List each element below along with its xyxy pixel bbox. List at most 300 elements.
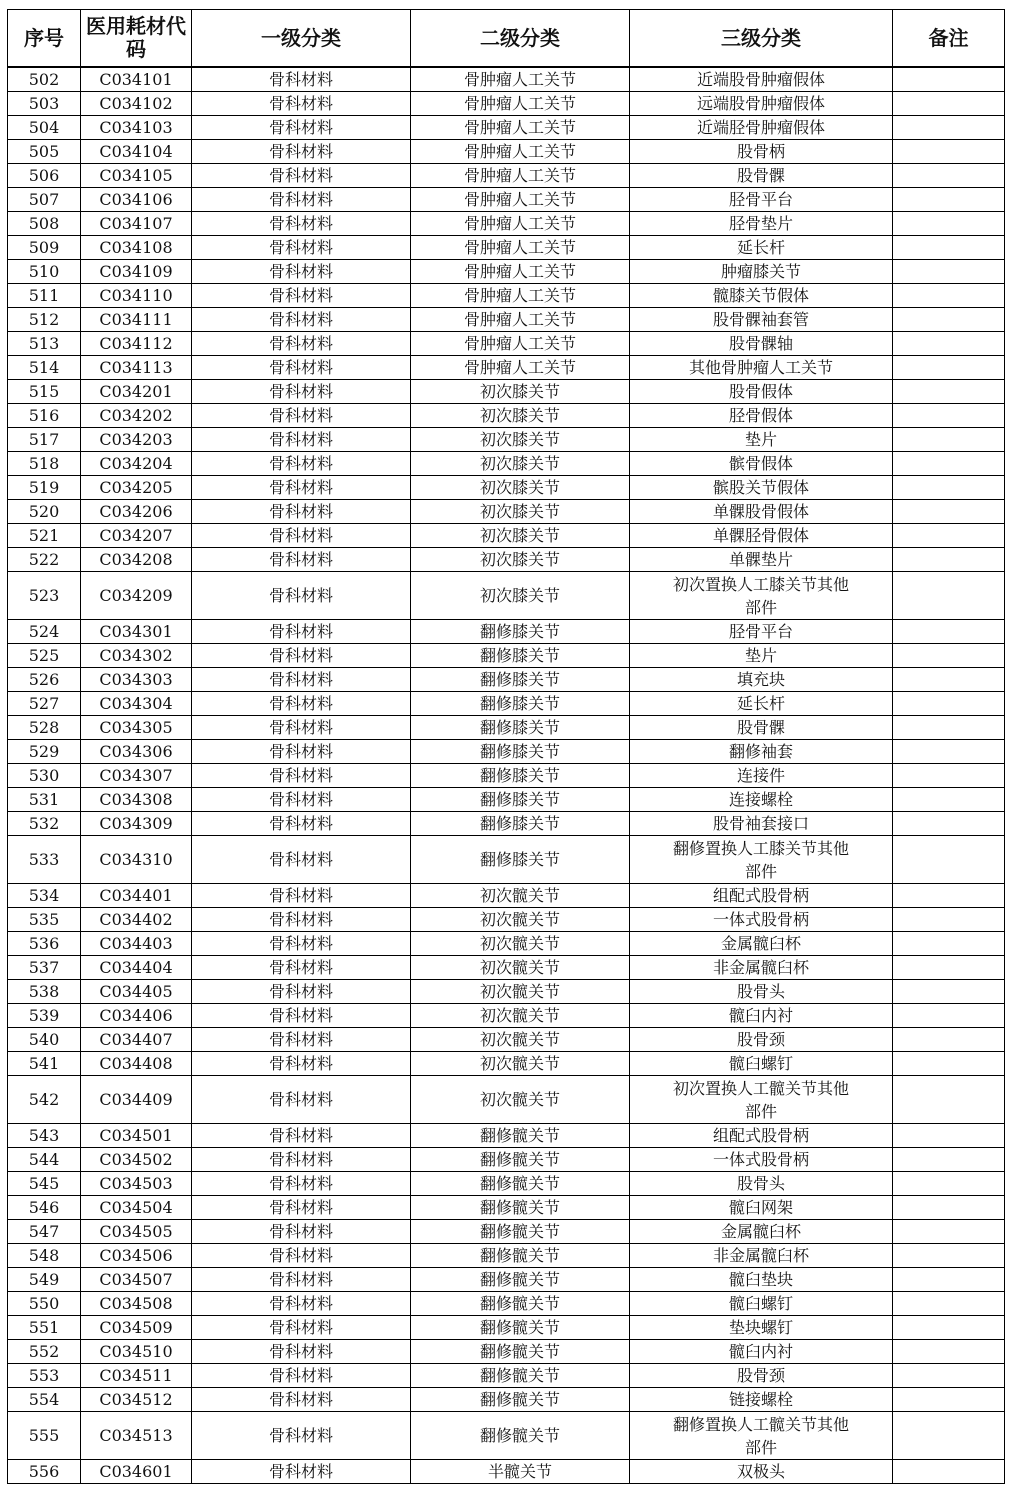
cell-remark <box>893 1292 1005 1316</box>
cell-remark <box>893 572 1005 620</box>
cell-level2: 初次髋关节 <box>411 980 630 1004</box>
cell-remark <box>893 1124 1005 1148</box>
cell-level2: 骨肿瘤人工关节 <box>411 332 630 356</box>
cell-level2: 翻修膝关节 <box>411 716 630 740</box>
cell-remark <box>893 1412 1005 1460</box>
table-row <box>8 236 1005 260</box>
cell-level2: 初次髋关节 <box>411 884 630 908</box>
cell-level3: 股骨髁 <box>630 164 893 188</box>
table-row <box>8 188 1005 212</box>
cell-level3: 股骨髁 <box>630 716 893 740</box>
cell-seq: 546 <box>8 1196 81 1220</box>
cell-level1: 骨科材料 <box>192 1052 411 1076</box>
table-row <box>8 1244 1005 1268</box>
cell-level2: 翻修膝关节 <box>411 692 630 716</box>
cell-remark <box>893 1460 1005 1484</box>
cell-level3: 髋臼螺钉 <box>630 1052 893 1076</box>
cell-seq: 520 <box>8 500 81 524</box>
table-row <box>8 92 1005 116</box>
cell-level3: 髌骨假体 <box>630 452 893 476</box>
cell-remark <box>893 284 1005 308</box>
cell-code: C034308 <box>81 788 192 812</box>
cell-level2: 骨肿瘤人工关节 <box>411 284 630 308</box>
cell-remark <box>893 932 1005 956</box>
cell-code: C034512 <box>81 1388 192 1412</box>
cell-level3-line2: 部件 <box>744 861 777 881</box>
cell-code: C034408 <box>81 1052 192 1076</box>
table-row <box>8 404 1005 428</box>
table-row <box>8 788 1005 812</box>
cell-level2: 翻修膝关节 <box>411 836 630 884</box>
cell-level2: 初次髋关节 <box>411 1004 630 1028</box>
cell-level2: 骨肿瘤人工关节 <box>411 92 630 116</box>
cell-level1: 骨科材料 <box>192 500 411 524</box>
cell-seq: 547 <box>8 1220 81 1244</box>
table-row <box>8 836 1005 884</box>
cell-remark <box>893 404 1005 428</box>
cell-remark <box>893 908 1005 932</box>
cell-level2: 初次髋关节 <box>411 1052 630 1076</box>
table-row <box>8 284 1005 308</box>
header-level1: 一级分类 <box>192 10 411 68</box>
cell-code: C034304 <box>81 692 192 716</box>
cell-level3: 单髁垫片 <box>630 548 893 572</box>
table-row <box>8 67 1005 92</box>
cell-level3: 近端股骨肿瘤假体 <box>630 67 893 92</box>
cell-seq: 542 <box>8 1076 81 1124</box>
cell-code: C034104 <box>81 140 192 164</box>
cell-level2: 翻修髋关节 <box>411 1196 630 1220</box>
cell-seq: 540 <box>8 1028 81 1052</box>
table-row <box>8 1220 1005 1244</box>
cell-seq: 550 <box>8 1292 81 1316</box>
cell-level1: 骨科材料 <box>192 932 411 956</box>
table-row <box>8 452 1005 476</box>
cell-code: C034510 <box>81 1340 192 1364</box>
cell-seq: 505 <box>8 140 81 164</box>
cell-code: C034207 <box>81 524 192 548</box>
table-row <box>8 140 1005 164</box>
cell-level2: 半髋关节 <box>411 1460 630 1484</box>
cell-level1: 骨科材料 <box>192 1316 411 1340</box>
header-level2: 二级分类 <box>411 10 630 68</box>
cell-level3: 双极头 <box>630 1460 893 1484</box>
cell-remark <box>893 716 1005 740</box>
cell-level3: 一体式股骨柄 <box>630 908 893 932</box>
cell-remark <box>893 812 1005 836</box>
cell-remark <box>893 212 1005 236</box>
cell-remark <box>893 980 1005 1004</box>
table-row <box>8 212 1005 236</box>
cell-code: C034205 <box>81 476 192 500</box>
cell-level1: 骨科材料 <box>192 140 411 164</box>
cell-seq: 556 <box>8 1460 81 1484</box>
cell-level3 <box>630 1076 893 1124</box>
cell-level2: 翻修膝关节 <box>411 668 630 692</box>
cell-level2: 翻修膝关节 <box>411 740 630 764</box>
cell-seq: 517 <box>8 428 81 452</box>
table-row <box>8 500 1005 524</box>
cell-level1: 骨科材料 <box>192 1244 411 1268</box>
cell-level1: 骨科材料 <box>192 1220 411 1244</box>
cell-code: C034409 <box>81 1076 192 1124</box>
cell-remark <box>893 500 1005 524</box>
cell-seq: 513 <box>8 332 81 356</box>
cell-level3-line1: 初次置换人工髋关节其他 <box>672 1078 849 1098</box>
cell-level2: 初次膝关节 <box>411 452 630 476</box>
cell-level3: 髋臼网架 <box>630 1196 893 1220</box>
cell-code: C034306 <box>81 740 192 764</box>
cell-level2: 骨肿瘤人工关节 <box>411 140 630 164</box>
cell-code: C034511 <box>81 1364 192 1388</box>
cell-level3-line1: 翻修置换人工髋关节其他 <box>672 1414 849 1434</box>
cell-level3-line2: 部件 <box>744 1101 777 1121</box>
cell-level1: 骨科材料 <box>192 668 411 692</box>
cell-level3: 非金属髋臼杯 <box>630 956 893 980</box>
cell-remark <box>893 1172 1005 1196</box>
cell-remark <box>893 668 1005 692</box>
cell-level1: 骨科材料 <box>192 1124 411 1148</box>
cell-seq: 534 <box>8 884 81 908</box>
cell-code: C034504 <box>81 1196 192 1220</box>
cell-remark <box>893 1052 1005 1076</box>
cell-seq: 514 <box>8 356 81 380</box>
cell-level3-line1: 初次置换人工膝关节其他 <box>672 574 849 594</box>
cell-level2: 骨肿瘤人工关节 <box>411 212 630 236</box>
cell-level1: 骨科材料 <box>192 812 411 836</box>
cell-seq: 532 <box>8 812 81 836</box>
header-level3: 三级分类 <box>630 10 893 68</box>
cell-code: C034201 <box>81 380 192 404</box>
cell-seq: 528 <box>8 716 81 740</box>
cell-level3: 远端股骨肿瘤假体 <box>630 92 893 116</box>
cell-remark <box>893 1268 1005 1292</box>
cell-seq: 543 <box>8 1124 81 1148</box>
cell-level3: 胫骨垫片 <box>630 212 893 236</box>
table-row <box>8 1004 1005 1028</box>
cell-level3: 填充块 <box>630 668 893 692</box>
cell-level3: 肿瘤膝关节 <box>630 260 893 284</box>
cell-code: C034204 <box>81 452 192 476</box>
cell-seq: 530 <box>8 764 81 788</box>
cell-remark <box>893 1076 1005 1124</box>
cell-level3: 金属髋臼杯 <box>630 1220 893 1244</box>
table-row <box>8 812 1005 836</box>
table-row <box>8 932 1005 956</box>
cell-code: C034305 <box>81 716 192 740</box>
cell-code: C034103 <box>81 116 192 140</box>
cell-level2: 翻修膝关节 <box>411 620 630 644</box>
cell-level1: 骨科材料 <box>192 452 411 476</box>
cell-seq: 541 <box>8 1052 81 1076</box>
cell-level1: 骨科材料 <box>192 740 411 764</box>
cell-level2: 骨肿瘤人工关节 <box>411 188 630 212</box>
cell-level2: 初次髋关节 <box>411 932 630 956</box>
cell-remark <box>893 1244 1005 1268</box>
cell-level3-line2: 部件 <box>744 1437 777 1457</box>
cell-code: C034112 <box>81 332 192 356</box>
cell-code: C034109 <box>81 260 192 284</box>
cell-remark <box>893 308 1005 332</box>
cell-remark <box>893 644 1005 668</box>
cell-seq: 504 <box>8 116 81 140</box>
cell-seq: 525 <box>8 644 81 668</box>
cell-level3: 单髁胫骨假体 <box>630 524 893 548</box>
cell-level3: 翻修袖套 <box>630 740 893 764</box>
cell-level2: 翻修膝关节 <box>411 764 630 788</box>
cell-level3: 股骨髁袖套管 <box>630 308 893 332</box>
table-row <box>8 1412 1005 1460</box>
table-row <box>8 620 1005 644</box>
cell-remark <box>893 356 1005 380</box>
cell-code: C034101 <box>81 67 192 92</box>
cell-level1: 骨科材料 <box>192 1388 411 1412</box>
cell-level3: 股骨头 <box>630 1172 893 1196</box>
table-row <box>8 428 1005 452</box>
cell-level1: 骨科材料 <box>192 1292 411 1316</box>
cell-level3: 股骨袖套接口 <box>630 812 893 836</box>
cell-code: C034309 <box>81 812 192 836</box>
cell-seq: 538 <box>8 980 81 1004</box>
cell-level1: 骨科材料 <box>192 644 411 668</box>
cell-level3: 股骨柄 <box>630 140 893 164</box>
cell-seq: 521 <box>8 524 81 548</box>
cell-level3: 股骨髁轴 <box>630 332 893 356</box>
cell-level2: 翻修膝关节 <box>411 644 630 668</box>
cell-level2: 初次膝关节 <box>411 572 630 620</box>
cell-code: C034506 <box>81 1244 192 1268</box>
cell-seq: 518 <box>8 452 81 476</box>
cell-level1: 骨科材料 <box>192 836 411 884</box>
table-row <box>8 1460 1005 1484</box>
cell-seq: 535 <box>8 908 81 932</box>
table-row <box>8 692 1005 716</box>
cell-level3: 单髁股骨假体 <box>630 500 893 524</box>
cell-remark <box>893 788 1005 812</box>
cell-code: C034107 <box>81 212 192 236</box>
cell-level3: 胫骨平台 <box>630 188 893 212</box>
cell-remark <box>893 740 1005 764</box>
cell-seq: 527 <box>8 692 81 716</box>
cell-remark <box>893 452 1005 476</box>
table-row <box>8 1172 1005 1196</box>
cell-level1: 骨科材料 <box>192 116 411 140</box>
cell-level3: 垫片 <box>630 644 893 668</box>
table-row <box>8 1268 1005 1292</box>
cell-level1: 骨科材料 <box>192 428 411 452</box>
header-seq: 序号 <box>8 10 81 68</box>
table-row <box>8 1340 1005 1364</box>
cell-remark <box>893 188 1005 212</box>
cell-level3: 股骨头 <box>630 980 893 1004</box>
table-row <box>8 1076 1005 1124</box>
table-row <box>8 260 1005 284</box>
cell-seq: 522 <box>8 548 81 572</box>
cell-level2: 初次髋关节 <box>411 1028 630 1052</box>
table-row <box>8 1196 1005 1220</box>
cell-level1: 骨科材料 <box>192 188 411 212</box>
table-row <box>8 524 1005 548</box>
cell-seq: 531 <box>8 788 81 812</box>
cell-code: C034106 <box>81 188 192 212</box>
cell-code: C034202 <box>81 404 192 428</box>
cell-level1: 骨科材料 <box>192 260 411 284</box>
cell-level1: 骨科材料 <box>192 92 411 116</box>
cell-code: C034513 <box>81 1412 192 1460</box>
cell-code: C034509 <box>81 1316 192 1340</box>
cell-level2: 翻修髋关节 <box>411 1172 630 1196</box>
table-row <box>8 740 1005 764</box>
cell-code: C034502 <box>81 1148 192 1172</box>
cell-level1: 骨科材料 <box>192 476 411 500</box>
cell-level2: 骨肿瘤人工关节 <box>411 116 630 140</box>
cell-level2: 翻修髋关节 <box>411 1220 630 1244</box>
cell-level3: 髋臼垫块 <box>630 1268 893 1292</box>
cell-level1: 骨科材料 <box>192 1004 411 1028</box>
table-row <box>8 356 1005 380</box>
cell-remark <box>893 1004 1005 1028</box>
cell-seq: 552 <box>8 1340 81 1364</box>
cell-code: C034508 <box>81 1292 192 1316</box>
cell-level1: 骨科材料 <box>192 908 411 932</box>
cell-code: C034307 <box>81 764 192 788</box>
table-row <box>8 956 1005 980</box>
cell-level2: 翻修髋关节 <box>411 1268 630 1292</box>
header-remark: 备注 <box>893 10 1005 68</box>
header-row <box>8 10 1005 68</box>
cell-level2: 翻修髋关节 <box>411 1412 630 1460</box>
cell-code: C034105 <box>81 164 192 188</box>
table-row <box>8 644 1005 668</box>
cell-level3: 股骨颈 <box>630 1364 893 1388</box>
consumables-table <box>7 9 1005 1484</box>
cell-seq: 551 <box>8 1316 81 1340</box>
cell-level3: 连接件 <box>630 764 893 788</box>
cell-level2: 初次膝关节 <box>411 428 630 452</box>
table-body <box>8 67 1005 1484</box>
cell-level2: 初次膝关节 <box>411 548 630 572</box>
cell-remark <box>893 1148 1005 1172</box>
cell-seq: 544 <box>8 1148 81 1172</box>
cell-level1: 骨科材料 <box>192 1364 411 1388</box>
cell-level2: 翻修膝关节 <box>411 812 630 836</box>
table-row <box>8 476 1005 500</box>
cell-remark <box>893 1220 1005 1244</box>
cell-level1: 骨科材料 <box>192 788 411 812</box>
cell-level2: 初次髋关节 <box>411 908 630 932</box>
cell-seq: 548 <box>8 1244 81 1268</box>
cell-level1: 骨科材料 <box>192 404 411 428</box>
table-row <box>8 116 1005 140</box>
cell-remark <box>893 1196 1005 1220</box>
cell-level1: 骨科材料 <box>192 332 411 356</box>
cell-level3: 股骨假体 <box>630 380 893 404</box>
table-row <box>8 164 1005 188</box>
table-row <box>8 980 1005 1004</box>
cell-remark <box>893 1340 1005 1364</box>
table-row <box>8 716 1005 740</box>
cell-level1: 骨科材料 <box>192 212 411 236</box>
cell-level1: 骨科材料 <box>192 620 411 644</box>
cell-level1: 骨科材料 <box>192 67 411 92</box>
cell-level3: 胫骨假体 <box>630 404 893 428</box>
cell-code: C034401 <box>81 884 192 908</box>
table-row <box>8 1292 1005 1316</box>
cell-level3-line2: 部件 <box>744 597 777 617</box>
cell-seq: 529 <box>8 740 81 764</box>
table-row <box>8 1052 1005 1076</box>
cell-level3: 髋膝关节假体 <box>630 284 893 308</box>
cell-level1: 骨科材料 <box>192 1148 411 1172</box>
cell-seq: 511 <box>8 284 81 308</box>
cell-code: C034209 <box>81 572 192 620</box>
cell-level3: 延长杆 <box>630 236 893 260</box>
table-row <box>8 1388 1005 1412</box>
cell-level1: 骨科材料 <box>192 524 411 548</box>
cell-seq: 509 <box>8 236 81 260</box>
cell-level1: 骨科材料 <box>192 716 411 740</box>
table-row <box>8 668 1005 692</box>
cell-code: C034108 <box>81 236 192 260</box>
cell-level2: 初次膝关节 <box>411 524 630 548</box>
cell-remark <box>893 92 1005 116</box>
cell-code: C034303 <box>81 668 192 692</box>
cell-remark <box>893 764 1005 788</box>
cell-level2: 骨肿瘤人工关节 <box>411 236 630 260</box>
cell-level2: 初次膝关节 <box>411 476 630 500</box>
cell-level2: 翻修髋关节 <box>411 1316 630 1340</box>
cell-level1: 骨科材料 <box>192 1340 411 1364</box>
cell-code: C034113 <box>81 356 192 380</box>
cell-code: C034407 <box>81 1028 192 1052</box>
cell-remark <box>893 836 1005 884</box>
table-row <box>8 764 1005 788</box>
cell-seq: 554 <box>8 1388 81 1412</box>
header-code: 医用耗材代码 <box>81 10 192 68</box>
cell-level2: 翻修膝关节 <box>411 788 630 812</box>
cell-seq: 526 <box>8 668 81 692</box>
cell-level3: 垫片 <box>630 428 893 452</box>
cell-level1: 骨科材料 <box>192 692 411 716</box>
cell-level1: 骨科材料 <box>192 764 411 788</box>
cell-level1: 骨科材料 <box>192 884 411 908</box>
cell-code: C034310 <box>81 836 192 884</box>
cell-remark <box>893 1316 1005 1340</box>
table-row <box>8 1316 1005 1340</box>
cell-code: C034302 <box>81 644 192 668</box>
cell-level3: 股骨颈 <box>630 1028 893 1052</box>
cell-remark <box>893 884 1005 908</box>
cell-seq: 502 <box>8 67 81 92</box>
cell-level3: 非金属髋臼杯 <box>630 1244 893 1268</box>
cell-seq: 508 <box>8 212 81 236</box>
cell-level1: 骨科材料 <box>192 1268 411 1292</box>
cell-seq: 555 <box>8 1412 81 1460</box>
cell-seq: 506 <box>8 164 81 188</box>
cell-seq: 524 <box>8 620 81 644</box>
cell-level3: 近端胫骨肿瘤假体 <box>630 116 893 140</box>
cell-level3: 链接螺栓 <box>630 1388 893 1412</box>
cell-level2: 翻修髋关节 <box>411 1292 630 1316</box>
cell-level2: 翻修髋关节 <box>411 1244 630 1268</box>
cell-code: C034505 <box>81 1220 192 1244</box>
cell-seq: 503 <box>8 92 81 116</box>
cell-seq: 545 <box>8 1172 81 1196</box>
cell-remark <box>893 524 1005 548</box>
table-row <box>8 332 1005 356</box>
cell-remark <box>893 332 1005 356</box>
cell-level3: 髌股关节假体 <box>630 476 893 500</box>
